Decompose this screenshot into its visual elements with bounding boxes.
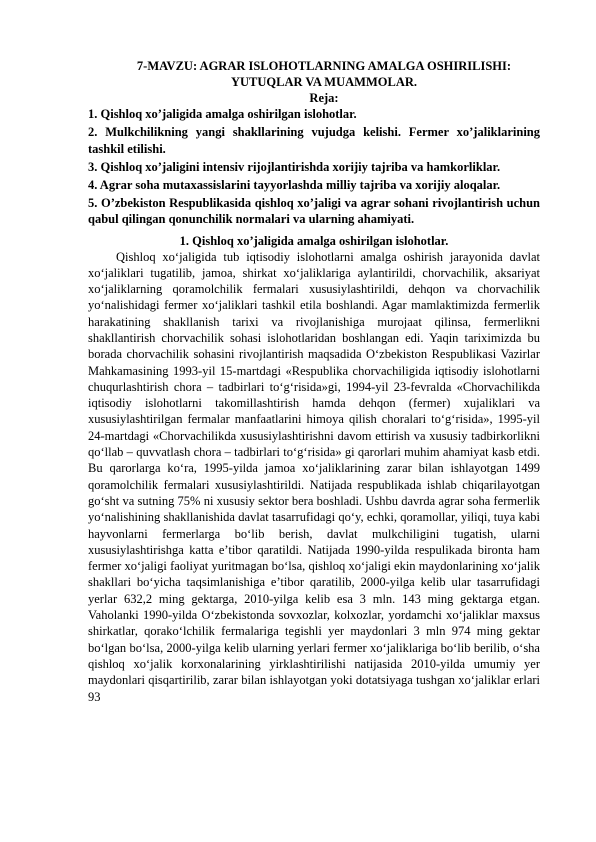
plan-item-1: 1. Qishloq xo’jaligida amalga oshirilgan islohotlar. — [88, 107, 357, 121]
body-paragraph: Qishloq xo‘jaligida tub iqtisodiy islohotlarni amalga oshirish jarayonida davlat xo‘jaliklari tugatilib, jamoa, shirkat xo‘jaliklariga aylantirildi, chorvachilik, aksariyat xo‘jaliklarning qoramolchilik fermalari xususiylashtirildi, dehqon va chorvachilik yo‘nalishidagi fermer xo‘jaliklari tashkil etila boshlandi. Agar mamlaktimizda fermerlik harakatining shakllanish tarixi va rivojlanishiga murojaat qilinsa, fermerlikni shakllantirish chorvachilik sohasi islohotlaridan boshlangan edi. Yaqin tariximizda bu borada chorvachilik sohasini rivojlantirish maqsadida O‘zbekiston Respublikasi Vazirlar Mahkamasining 1993-yil 15-martdagi «Respublika chorvachiligida iqtisodiy islohotlarni chuqurlashtirish chora – tadbirlari to‘g‘risida»gi, 1994-yil 23-fevralda «Chorvachilikda iqtisodiy islohotlarni takomillashtirish hamda dehqon (fermer) xujaliklari va xususiylashtirilgan fermalar manfaatlarini himoya qilish choralari to‘g‘risida», 1995-yil 24-martdagi «Chorvachilikda xususiylashtirishni davom ettirish va xususiy tadbirkorlikni qo‘llab – quvvatlash chora – tadbirlari to‘g‘risida» gi qarorlari muhim ahamiyat kasb etdi. Bu qarorlarga ko‘ra, 1995-yilda jamoa xo‘jaliklarining zarar bilan ishlayotgan 1499 qoramolchilik fermalari xususiylashtirildi. Natijada respublikada ishlab chiqarilayotgan go‘sht va sutning 75% ni xususiy sektor bera boshladi. Ushbu davrda agrar soha fermerlik yo‘nalishining shakllanishida davlat tasarrufidagi qo‘y, echki, qoramollar, yiliqi, tuya kabi hayvonlarni fermerlarga bo‘lib berish, davlat mulkchiligini tugatish, ularni xususiylashtirishga katta e’tibor qaratildi. Natijada 1990-yilda respulikada bironta ham fermer xo‘jaligi faoliyat yuritmagan bo‘lsa, qishloq xo‘jaligi ekin maydonlarining xo‘jalik shakllari bo‘yicha taqsimlanishiga e’tibor qaratilib, 2000-yilga kelib ular tasarrufidagi yerlar 632,2 ming gektarga, 2010-yilga kelib esa 3 mln. 143 ming gektarga etgan. Vaholanki 1990-yilda O‘zbekistonda sovxozlar, kolxozlar, yordamchi xo‘jaliklar maxsus shirkatlar, qorako‘lchilik fermalariga tegishli yer maydonlari 3 mln 974 ming gektar bo‘lgan bo‘lsa, 2000-yilga kelib ularning yerlari fermer xo‘jaliklariga bo‘lib berilib, o‘sha qishloq xo‘jalik korxonalarining yirklashtirilishi natijasida 2010-yilda umumiy yer maydonlari qisqartirilib, zarar bilan ishlayotgan yoki dotatsiyaga tushgan xo‘jaliklar erlari 93 — [88, 249, 540, 704]
topic-title: 7-MAVZU: AGRAR ISLOHOTLARNING AMALGA OSHIRILISHI: YUTUQLAR VA MUAMMOLAR. — [136, 59, 512, 89]
section-heading: 1. Qishloq xo’jaligida amalga oshirilgan islohotlar. — [179, 233, 449, 248]
plan-item-5: 5. O’zbekiston Respublikasida qishloq xo’jaligi va agrar sohani rivojlantirish uchun qabul qilingan qonunchilik normalari va ularning ahamiyati. — [88, 195, 540, 226]
plan-list — [88, 106, 540, 228]
plan-label: Reja: — [309, 91, 339, 105]
plan-item-2: 2. Mulkchilikning yangi shakllarining vujudga kelishi. Fermer xo’jaliklarining tashkil etilishi. — [88, 125, 540, 156]
plan-item-3: 3. Qishloq xo’jaligini intensiv rijojlantirishda xorijiy tajriba va hamkorliklar. — [88, 159, 501, 174]
plan-item-4: 4. Agrar soha mutaxassislarini tayyorlashda milliy tajriba va xorijiy aloqalar. — [88, 177, 501, 192]
